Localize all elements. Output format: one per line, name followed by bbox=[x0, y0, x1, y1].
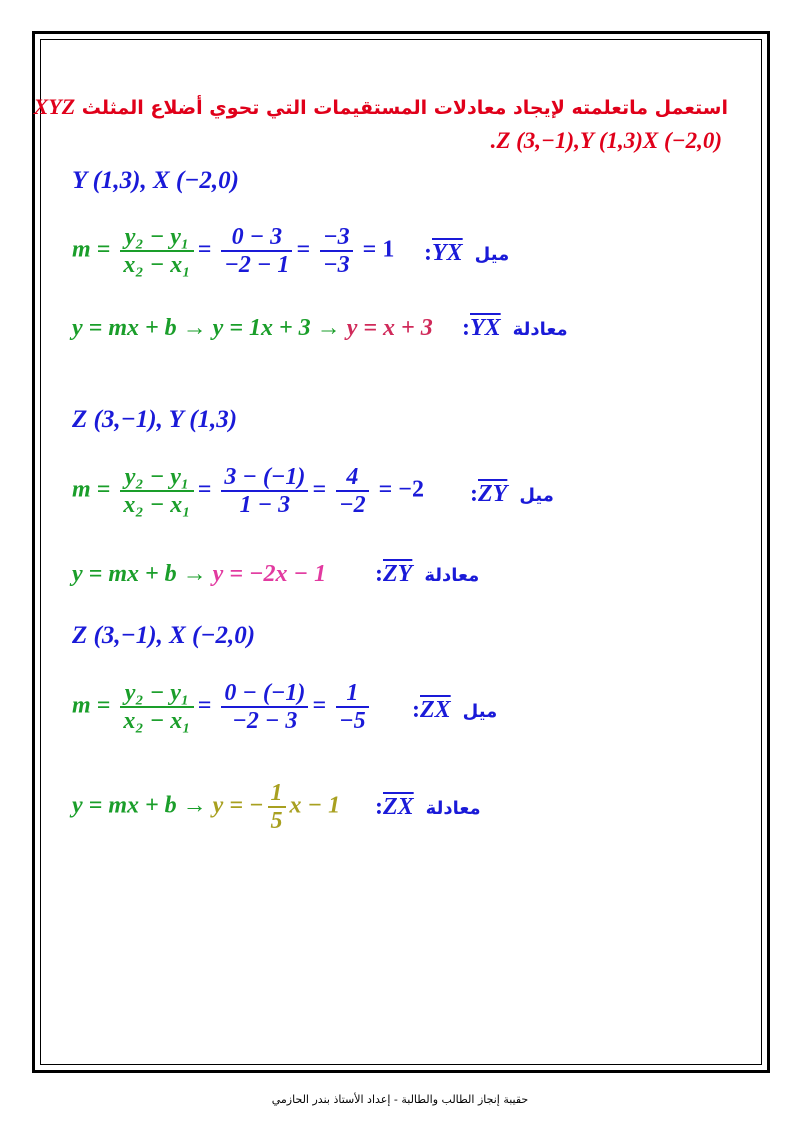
fraction-general bbox=[120, 680, 193, 734]
problem-points: .Z (3,−1),Y (1,3)X (−2,0) bbox=[490, 128, 722, 153]
segment-name: $\overline{ZX}$ bbox=[420, 697, 451, 723]
equation-fraction bbox=[268, 780, 286, 834]
fraction-denominator: −5 bbox=[339, 708, 366, 734]
equation-steps: y = mx + b → bbox=[72, 561, 207, 587]
segment-name: $\overline{ZY}$ bbox=[383, 561, 413, 587]
segment-name: $\overline{ZY}$ bbox=[478, 481, 508, 507]
section3-slope-label: $:\overline{ZX}$ ميل bbox=[412, 697, 498, 723]
fraction-denominator: −2 − 1 bbox=[224, 252, 290, 278]
equation-result-end: x − 1 bbox=[289, 792, 341, 819]
fraction-numerator: 3 − (−1) bbox=[221, 464, 308, 492]
equation-result: y = x + 3 bbox=[346, 315, 433, 341]
equation-result: y = −2x − 1 bbox=[212, 561, 327, 587]
equation-result-start: y = − bbox=[212, 792, 264, 819]
slope-m: m = bbox=[72, 692, 111, 719]
section1-points: Y (1,3), X (−2,0) bbox=[72, 167, 239, 194]
fraction-numerator: 1 bbox=[336, 680, 369, 708]
fraction-numerator: 1 bbox=[268, 780, 286, 808]
problem-title bbox=[34, 94, 728, 120]
triangle-name: XYZ bbox=[33, 94, 76, 119]
section2-slope-formula: m = $\frac{\text{y₂ − y₁}}{\text{x₂ − x₁}}$ = $\frac{3 - (-1)}{1 - 3}$ = $\frac{4}{-2}$ = −2 bbox=[72, 464, 424, 518]
label-word: معادلة bbox=[425, 798, 481, 819]
slope-m: m = bbox=[72, 236, 111, 263]
fraction-numerator: 0 − 3 bbox=[221, 224, 292, 252]
segment-name: $\overline{YX}$ bbox=[432, 240, 463, 266]
fraction-numerator: 0 − (−1) bbox=[221, 680, 308, 708]
fraction-general bbox=[120, 464, 193, 518]
section1-slope-label: $:\overline{YX}$ ميل bbox=[424, 240, 510, 266]
section3-slope-formula: m = $\frac{\text{y₂ − y₁}}{\text{x₂ − x₁}}$ = $\frac{0 - (-1)}{-2 - 3}$ = $\frac{1}{-5}$ bbox=[72, 680, 373, 734]
fraction-denominator: 1 − 3 bbox=[239, 492, 291, 518]
fraction-substituted bbox=[221, 464, 308, 518]
fraction-general bbox=[120, 224, 193, 278]
label-word: معادلة bbox=[512, 319, 568, 340]
fraction-numerator: 4 bbox=[336, 464, 369, 492]
fraction-denominator: −2 bbox=[339, 492, 366, 518]
label-word: معادلة bbox=[424, 565, 480, 586]
title-arabic: استعمل ماتعلمته لإيجاد معادلات المستقيمات التي تحوي أضلاع المثلث bbox=[81, 97, 728, 119]
slope-m: m = bbox=[72, 476, 111, 503]
label-word: ميل bbox=[519, 485, 554, 506]
equation-steps: y = mx + b → y = 1x + 3 → bbox=[72, 315, 341, 341]
equation-steps: y = mx + b → bbox=[72, 792, 207, 819]
fraction-denominator: −3 bbox=[323, 252, 350, 278]
fraction-numerator: y₂ − y₁ bbox=[120, 680, 193, 708]
section2-slope-label: $:\overline{ZY}$ ميل bbox=[470, 481, 554, 507]
section3-equation-label: $:\overline{ZX}$ معادلة bbox=[375, 794, 481, 820]
fraction-numerator: y₂ − y₁ bbox=[120, 224, 193, 252]
fraction-simplified bbox=[336, 680, 369, 734]
fraction-denominator: x₂ − x₁ bbox=[123, 708, 191, 734]
fraction-numerator: y₂ − y₁ bbox=[120, 464, 193, 492]
fraction-denominator: x₂ − x₁ bbox=[123, 492, 191, 518]
fraction-substituted bbox=[221, 224, 292, 278]
label-word: ميل bbox=[462, 701, 498, 722]
slope-result: = 1 bbox=[362, 236, 395, 263]
section2-points: Z (3,−1), Y (1,3) bbox=[72, 406, 238, 433]
section2-equation-label: $:\overline{ZY}$ معادلة bbox=[375, 561, 480, 587]
segment-name: $\overline{YX}$ bbox=[470, 315, 501, 341]
fraction-simplified bbox=[320, 224, 353, 278]
section1-equation-label: $:\overline{YX}$ معادلة bbox=[462, 315, 568, 341]
section2-equation bbox=[72, 561, 326, 588]
fraction-substituted bbox=[221, 680, 308, 734]
section3-equation bbox=[72, 780, 340, 834]
fraction-simplified bbox=[336, 464, 369, 518]
segment-name: $\overline{ZX}$ bbox=[383, 794, 414, 820]
fraction-denominator: x₂ − x₁ bbox=[123, 252, 191, 278]
section1-equation bbox=[72, 315, 433, 342]
section3-points: Z (3,−1), X (−2,0) bbox=[72, 622, 256, 649]
slope-result: = −2 bbox=[378, 476, 424, 503]
page-footer: حقيبة إنجاز الطالب والطالبة - إعداد الأستاذ بندر الحازمي bbox=[271, 1093, 529, 1106]
fraction-numerator: −3 bbox=[320, 224, 353, 252]
label-word: ميل bbox=[474, 244, 510, 265]
fraction-denominator: −2 − 3 bbox=[232, 708, 298, 734]
section1-slope-formula: m = $\frac{\text{y₂ − y₁}}{\text{x₂ − x₁}}$ = $\frac{0 - 3}{-2 - 1}$ = $\frac{-3}{-3}$ = 1 bbox=[72, 224, 395, 278]
fraction-denominator: 5 bbox=[270, 808, 283, 834]
